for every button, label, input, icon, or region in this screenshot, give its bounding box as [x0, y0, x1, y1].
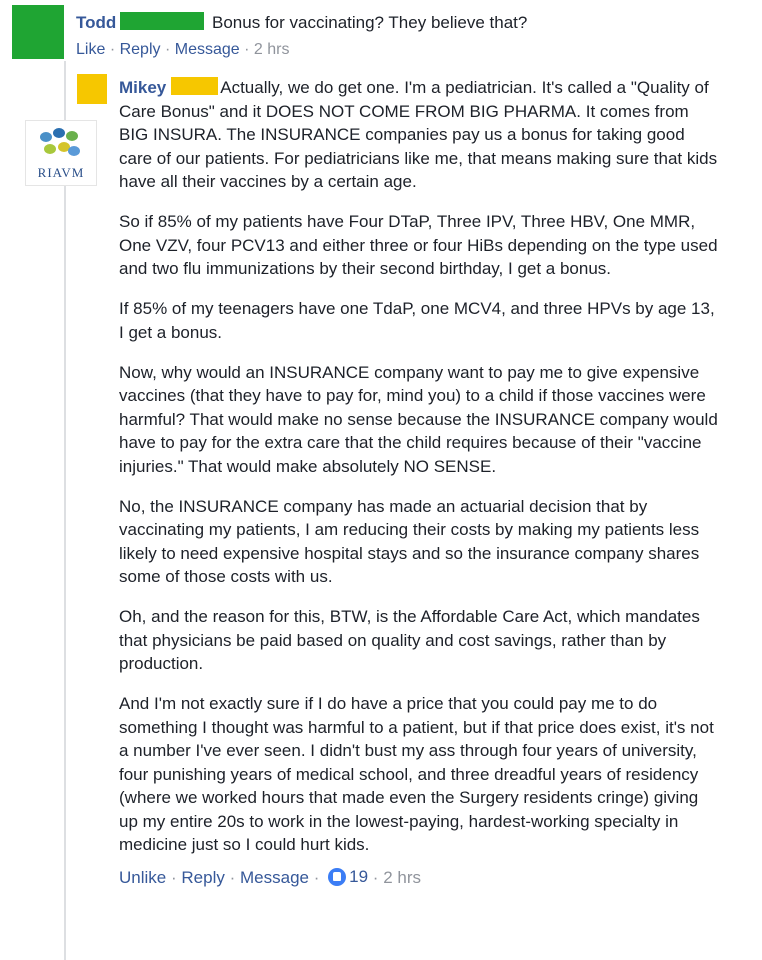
todd-avatar[interactable] [12, 5, 64, 59]
top-comment [76, 12, 756, 61]
timestamp[interactable]: 2 hrs [253, 41, 290, 58]
commenter-name[interactable]: Mikey [119, 78, 167, 97]
top-comment-body [76, 12, 756, 34]
separator-dot: · [164, 41, 171, 58]
separator-dot: · [109, 41, 116, 58]
like-thumb-icon[interactable] [328, 868, 346, 886]
reply-paragraph: Now, why would an INSURANCE company want to pay me to give expensive vaccines (that they have to pay for, mind you) to a child if those vaccines were harmful? That would make no sense because the INSURANCE company would have to pay for the extra care that the child requires because of their "vaccine injuries." That would make absolutely NO SENSE. [119, 362, 718, 476]
reply-actions [119, 865, 719, 889]
separator-dot: · [229, 867, 236, 887]
reply-comment [119, 76, 719, 889]
separator-dot: · [313, 867, 320, 887]
reply-button[interactable]: Reply [119, 41, 161, 58]
redacted-surname [120, 12, 204, 30]
riavm-logo-icon [26, 121, 96, 185]
like-count[interactable]: 19 [349, 867, 369, 887]
separator-dot: · [170, 867, 177, 887]
reply-thread-line [64, 61, 66, 960]
reply-button[interactable]: Reply [181, 867, 225, 887]
unlike-button[interactable]: Unlike [119, 867, 167, 887]
message-button[interactable]: Message [240, 867, 309, 887]
reply-paragraph: If 85% of my teenagers have one TdaP, one MCV4, and three HPVs by age 13, I get a bonus. [119, 299, 715, 342]
commenter-name[interactable]: Todd [76, 13, 117, 32]
reply-paragraph: No, the INSURANCE company has made an actuarial decision that by vaccinating my patients, I am reducing their costs by making my patients less likely to need expensive hospital stays and so the insurance company shares some of those costs with us. [119, 496, 700, 586]
timestamp[interactable]: 2 hrs [383, 867, 421, 887]
comment-actions [76, 39, 756, 61]
reply-paragraph: Oh, and the reason for this, BTW, is the Affordable Care Act, which mandates that physicians be paid based on quality and cost savings, rather than by production. [119, 607, 700, 673]
riavm-logo [25, 120, 97, 186]
message-button[interactable]: Message [174, 41, 240, 58]
comment-text: Bonus for vaccinating? They believe that? [212, 13, 528, 32]
reply-paragraph: So if 85% of my patients have Four DTaP, Three IPV, Three HBV, One MMR, One VZV, four PCV13 and either three or four HiBs depending on the type used and two flu immunizations by their second birthday, I get a bonus. [119, 212, 718, 278]
comment-text: Actually, we do get one. I'm a pediatrician. It's called a "Quality of Care Bonus" and it DOES NOT COME FROM BIG PHARMA. It comes from BIG INSURA. The INSURANCE companies pay us a bonus for taking good care of our patients. For pediatricians like me, that means making sure that kids have all their vaccines by a certain age. [119, 78, 718, 191]
separator-dot: · [372, 867, 379, 887]
like-button[interactable]: Like [76, 41, 106, 58]
separator-dot: · [244, 41, 250, 58]
redacted-surname [171, 77, 218, 95]
logo-text: RIAVM [37, 165, 85, 180]
mikey-avatar[interactable] [77, 74, 107, 104]
reply-paragraph: And I'm not exactly sure if I do have a price that you could pay me to do something I thought was harmful to a patient, but if that price does exist, it's not a number I've ever seen. I didn't bust my ass through four years of university, four punishing years of medical school, and three dreadful years of residency (where we worked hours that made even the Surgery residents cringe) giving up my entire 20s to work in the lowest-paying, hardest-working specialty in medicine just so I could hurt kids. [119, 694, 714, 854]
reply-first-paragraph [119, 76, 719, 194]
